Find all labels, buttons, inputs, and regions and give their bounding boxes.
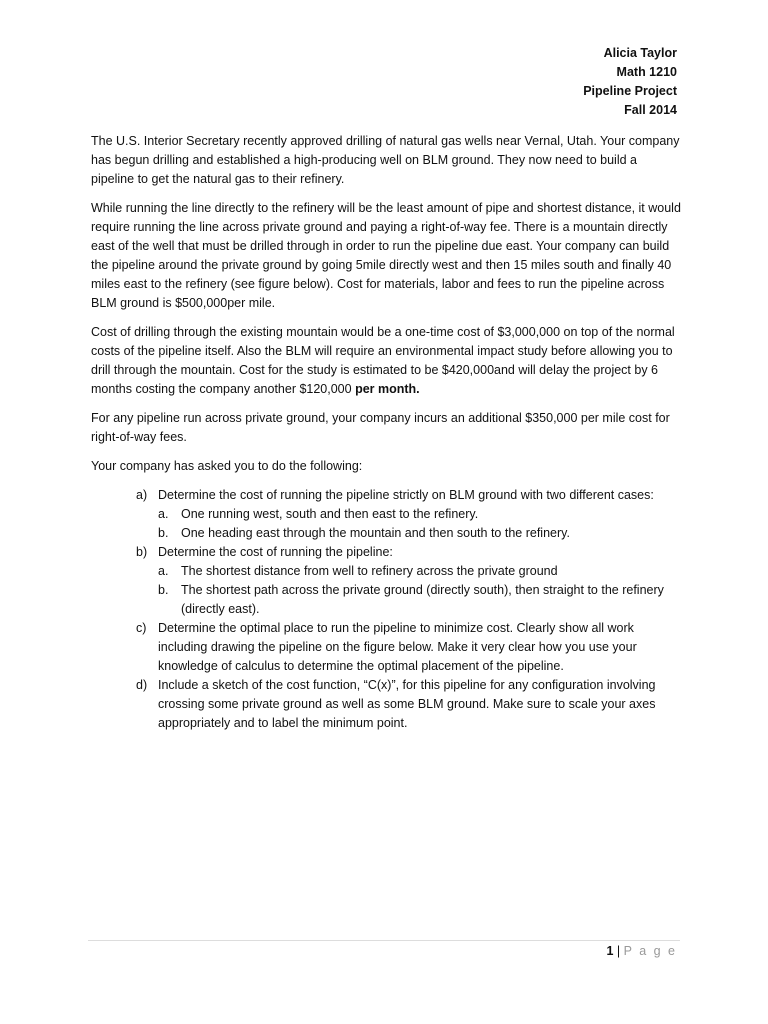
document-body bbox=[91, 132, 681, 733]
drilling-bold: per month. bbox=[355, 382, 420, 396]
subtask-marker: a. bbox=[158, 564, 169, 578]
task-item bbox=[91, 676, 681, 733]
paragraph-tasks-intro: Your company has asked you to do the following: bbox=[91, 459, 363, 473]
subtask-text: One heading east through the mountain and then south to the refinery. bbox=[181, 526, 570, 540]
subtask-item bbox=[158, 524, 681, 543]
subtask-marker: a. bbox=[158, 507, 169, 521]
drilling-text: Cost of drilling through the existing mountain would be a one-time cost of $3,000,000 on top of the normal costs of the pipeline itself. Also the BLM will require an environmental impact study before allowing you to drill through the mountain. Cost for the study is estimated to be $420,000and will delay the project by 6 months costing the company another $120,000 bbox=[91, 325, 675, 396]
author-name: Alicia Taylor bbox=[603, 46, 677, 60]
task-item bbox=[91, 543, 681, 619]
project-title: Pipeline Project bbox=[583, 84, 677, 98]
paragraph-drilling bbox=[91, 323, 681, 399]
task-marker: b) bbox=[136, 545, 148, 559]
subtask-list bbox=[158, 505, 681, 543]
task-text: Include a sketch of the cost function, “C(x)”, for this pipeline for any configuration involving crossing some private ground as well as some BLM ground. Make sure to scale your axes appropriately and to label the minimum point. bbox=[158, 678, 656, 730]
footer-separator: | bbox=[616, 944, 621, 958]
footer-divider bbox=[88, 940, 680, 941]
paragraph-route: While running the line directly to the refinery will be the least amount of pipe and shortest distance, it would require running the line across private ground and paying a right-of-way fee. There is a mountain directly east of the well that must be drilled through in order to run the pipeline due east. Your company can build the pipeline around the private ground by going 5mile directly west and then 15 miles south and finally 40 miles east to the refinery (see figure below). Cost for materials, labor and fees to run the pipeline across BLM ground is $500,000per mile. bbox=[91, 201, 681, 310]
task-text: Determine the optimal place to run the pipeline to minimize cost. Clearly show all work including drawing the pipeline on the figure below. Make it very clear how you use your knowledge of calculus to determine the optimal placement of the pipeline. bbox=[158, 621, 637, 673]
term: Fall 2014 bbox=[624, 103, 677, 117]
page-footer bbox=[606, 944, 677, 958]
subtask-item bbox=[158, 562, 681, 581]
task-marker: c) bbox=[136, 621, 147, 635]
task-item bbox=[91, 619, 681, 676]
task-list bbox=[91, 486, 681, 733]
page-label: P a g e bbox=[623, 944, 677, 958]
task-marker: d) bbox=[136, 678, 148, 692]
page-number: 1 bbox=[606, 944, 614, 958]
subtask-marker: b. bbox=[158, 526, 169, 540]
subtask-list bbox=[158, 562, 681, 619]
paragraph-private-fee: For any pipeline run across private ground, your company incurs an additional $350,000 per mile cost for right-of-way fees. bbox=[91, 411, 670, 444]
paragraph-intro: The U.S. Interior Secretary recently approved drilling of natural gas wells near Vernal, Utah. Your company has begun drilling and established a high-producing well on BLM ground. They now need to build a pipeline to get the natural gas to their refinery. bbox=[91, 134, 680, 186]
task-marker: a) bbox=[136, 488, 148, 502]
subtask-text: The shortest path across the private ground (directly south), then straight to the refinery (directly east). bbox=[181, 583, 664, 616]
task-item bbox=[91, 486, 681, 543]
header-block bbox=[583, 44, 677, 120]
subtask-item bbox=[158, 505, 681, 524]
task-text: Determine the cost of running the pipeline: bbox=[158, 545, 393, 559]
subtask-text: The shortest distance from well to refinery across the private ground bbox=[181, 564, 558, 578]
subtask-item bbox=[158, 581, 681, 619]
course-name: Math 1210 bbox=[616, 65, 677, 79]
subtask-marker: b. bbox=[158, 583, 169, 597]
task-text: Determine the cost of running the pipeline strictly on BLM ground with two different cases: bbox=[158, 488, 654, 502]
subtask-text: One running west, south and then east to the refinery. bbox=[181, 507, 479, 521]
